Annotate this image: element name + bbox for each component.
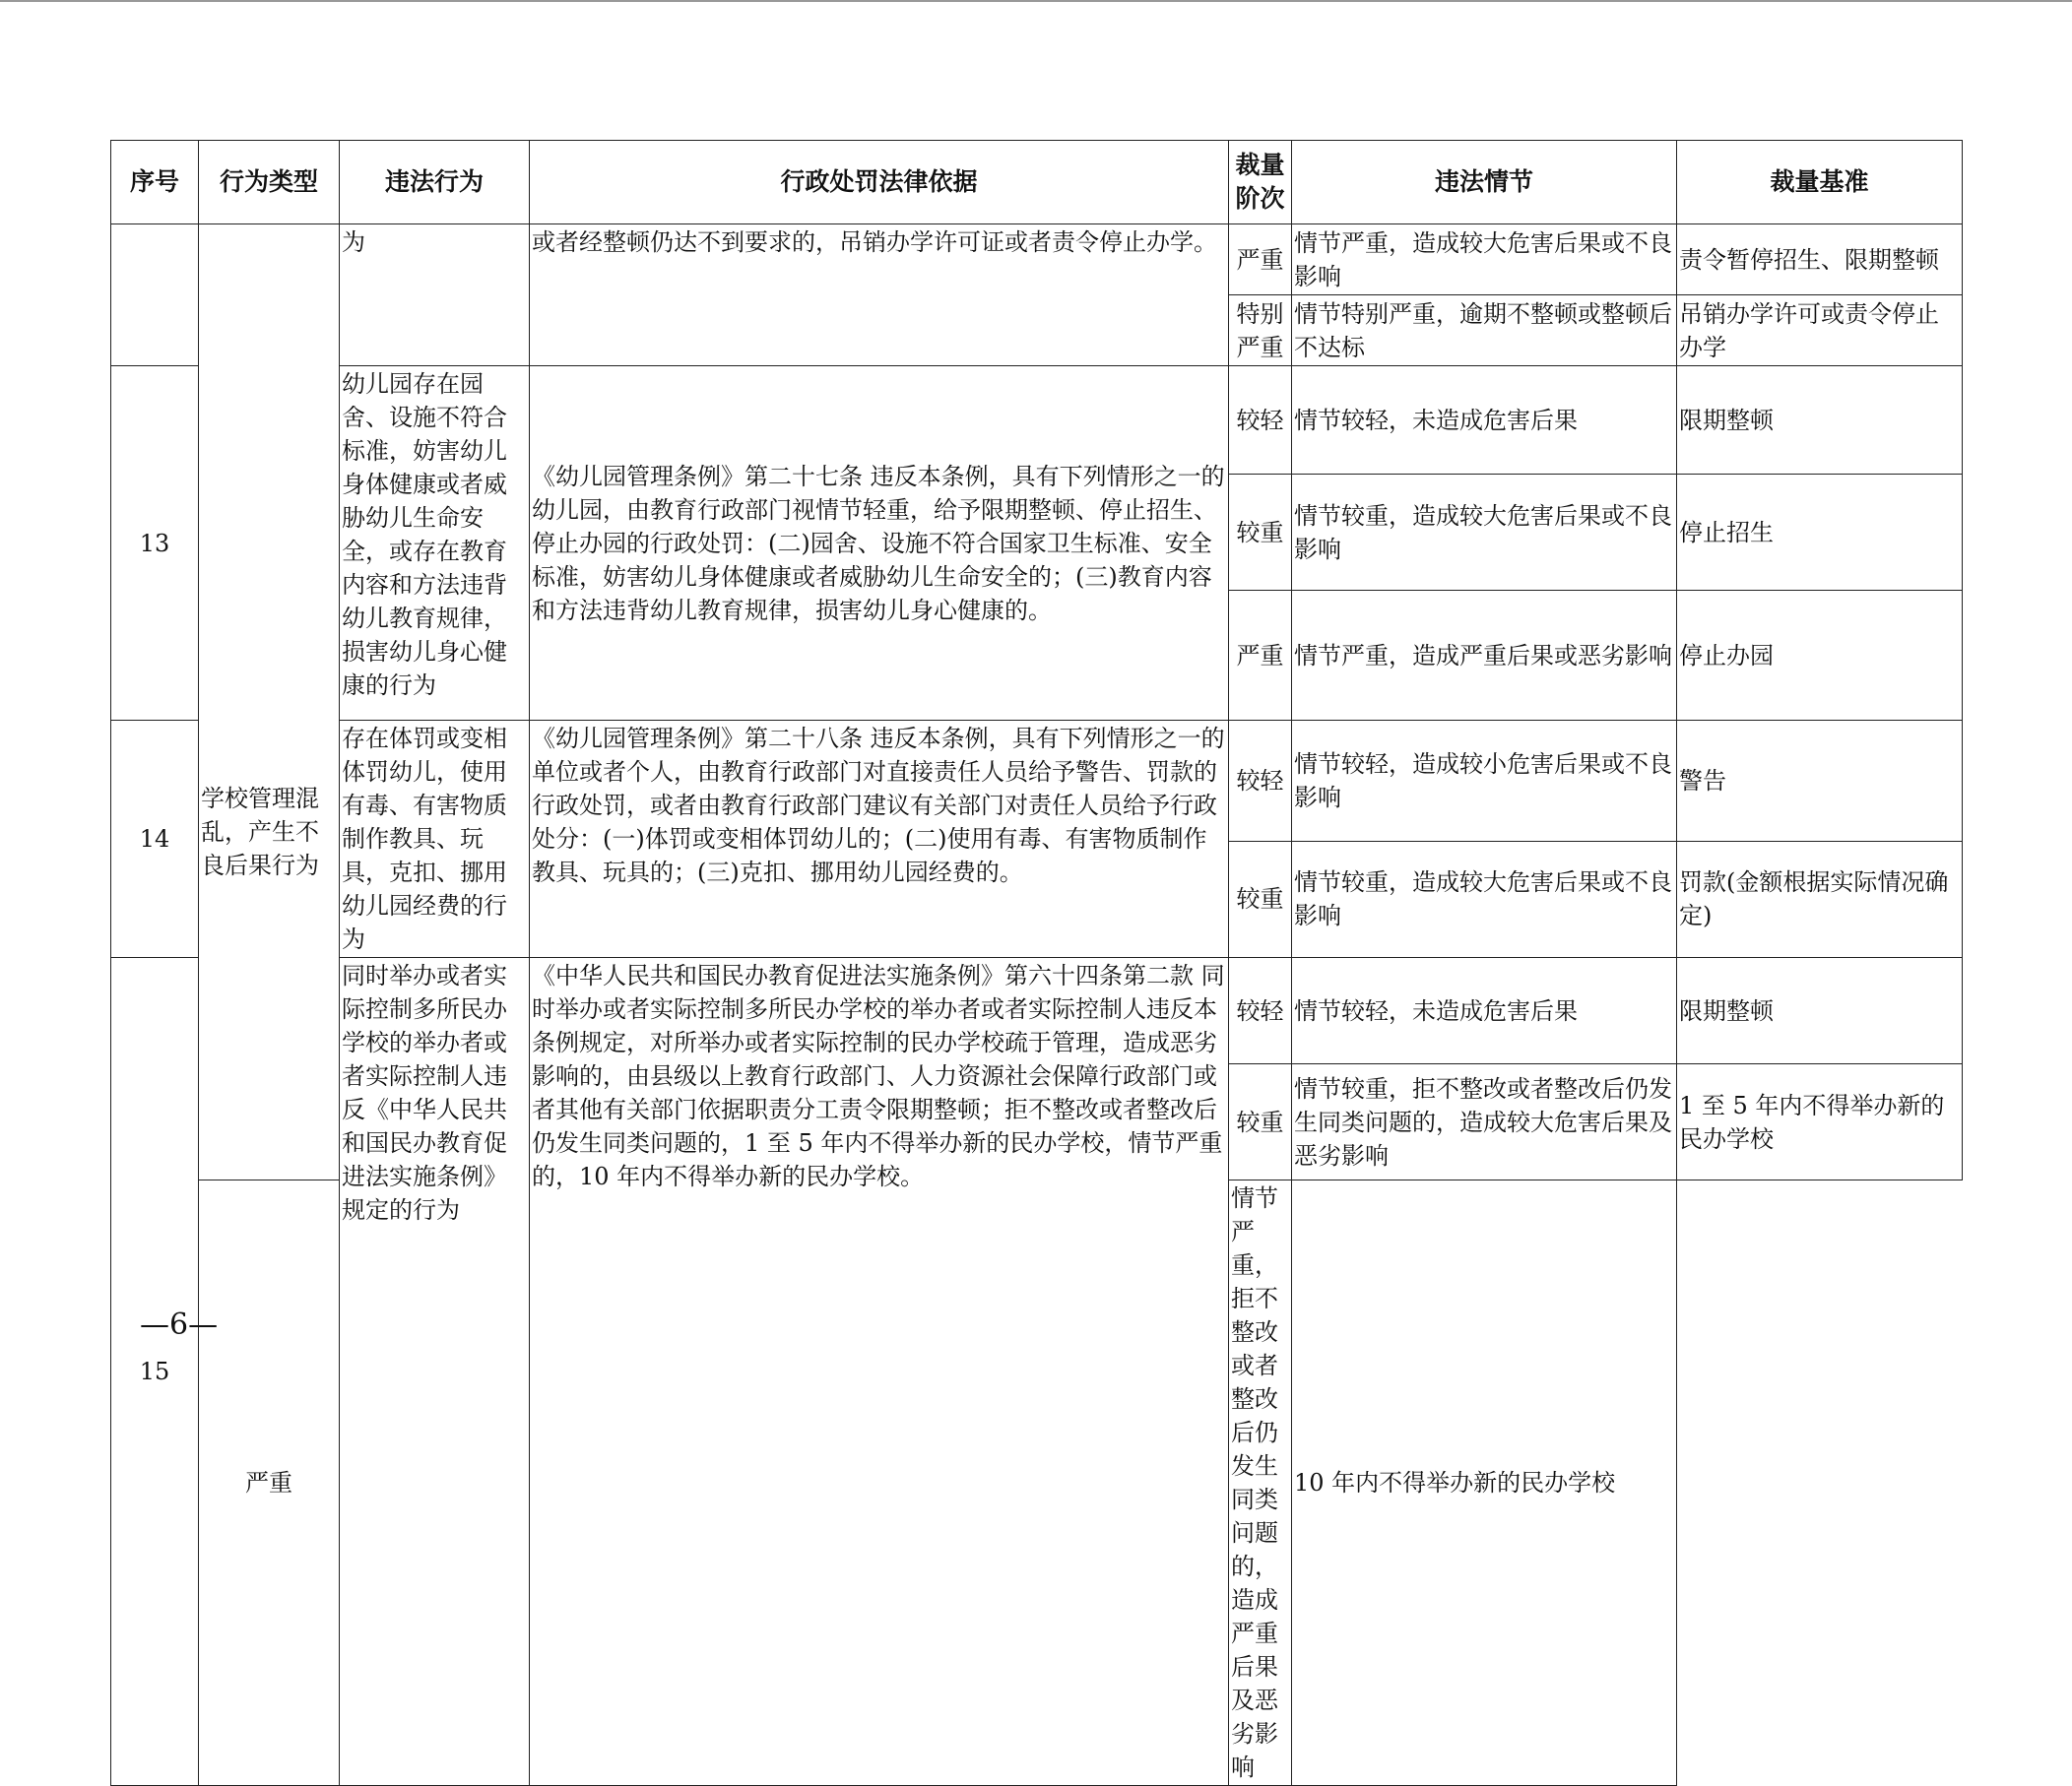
table-row <box>111 366 1963 475</box>
violation-act-cell: 幼儿园存在园舍、设施不符合标准，妨害幼儿身体健康或者威胁幼儿生命安全，或存在教育内容和方法违背幼儿教育规律，损害幼儿身心健康的行为 <box>340 366 530 721</box>
header-no: 序号 <box>111 141 199 224</box>
standard-cell: 停止办园 <box>1677 591 1963 721</box>
level-cell: 严重 <box>1229 224 1292 295</box>
standard-cell: 1 至 5 年内不得举办新的民办学校 <box>1677 1064 1963 1180</box>
circumstance-cell: 情节严重，造成严重后果或恶劣影响 <box>1292 591 1677 721</box>
level-cell: 较轻 <box>1229 721 1292 842</box>
row-number: 13 <box>111 366 199 721</box>
circumstance-cell: 情节特别严重，逾期不整顿或整顿后不达标 <box>1292 295 1677 366</box>
standard-cell: 限期整顿 <box>1677 958 1963 1064</box>
violation-act-cell: 存在体罚或变相体罚幼儿，使用有毒、有害物质制作教具、玩具，克扣、挪用幼儿园经费的行为 <box>340 721 530 958</box>
level-cell: 特别严重 <box>1229 295 1292 366</box>
level-cell: 较轻 <box>1229 366 1292 475</box>
header-standard: 裁量基准 <box>1677 141 1963 224</box>
header-row <box>111 141 1963 224</box>
standard-cell: 吊销办学许可或责令停止办学 <box>1677 295 1963 366</box>
circumstance-cell: 情节较重，造成较大危害后果或不良影响 <box>1292 475 1677 591</box>
legal-basis-cell: 《幼儿园管理条例》第二十八条 违反本条例，具有下列情形之一的单位或者个人，由教育行政部门对直接责任人员给予警告、罚款的行政处罚，或者由教育行政部门建议有关部门对责任人员给予行政处分：(一)体罚或变相体罚幼儿的；(二)使用有毒、有害物质制作教具、玩具的；(三)克扣、挪用幼儿园经费的。 <box>530 721 1229 958</box>
cont-no-cell <box>111 224 199 366</box>
level-cell: 严重 <box>1229 591 1292 721</box>
circumstance-cell: 情节较轻，未造成危害后果 <box>1292 958 1677 1064</box>
level-cell: 较轻 <box>1229 958 1292 1064</box>
standard-cell: 限期整顿 <box>1677 366 1963 475</box>
circumstance-cell: 情节较轻，造成较小危害后果或不良影响 <box>1292 721 1677 842</box>
level-cell: 较重 <box>1229 841 1292 957</box>
level-cell: 严重 <box>199 1180 340 1786</box>
header-circumstance: 违法情节 <box>1292 141 1677 224</box>
table-row <box>111 224 1963 295</box>
header-level: 裁量阶次 <box>1229 141 1292 224</box>
cont-basis-cell: 或者经整顿仍达不到要求的，吊销办学许可证或者责令停止办学。 <box>530 224 1229 366</box>
circumstance-cell: 情节较重，造成较大危害后果或不良影响 <box>1292 841 1677 957</box>
table-row <box>111 958 1963 1064</box>
page-number: —6— <box>140 1308 219 1342</box>
circumstance-cell: 情节较重，拒不整改或者整改后仍发生同类问题的，造成较大危害后果及恶劣影响 <box>1292 1064 1677 1180</box>
standard-cell: 警告 <box>1677 721 1963 842</box>
level-cell: 较重 <box>1229 475 1292 591</box>
header-act: 违法行为 <box>340 141 530 224</box>
cont-act-cell: 为 <box>340 224 530 366</box>
level-cell: 较重 <box>1229 1064 1292 1180</box>
row-number: 14 <box>111 721 199 958</box>
violation-act-cell: 同时举办或者实际控制多所民办学校的举办者或者实际控制人违反《中华人民共和国民办教育促进法实施条例》规定的行为 <box>340 958 530 1786</box>
penalty-discretion-table <box>110 140 1963 1786</box>
behavior-type-cell: 学校管理混乱，产生不良后果行为 <box>199 224 340 1180</box>
legal-basis-cell: 《中华人民共和国民办教育促进法实施条例》第六十四条第二款 同时举办或者实际控制多所民办学校的举办者或者实际控制人违反本条例规定，对所举办或者实际控制的民办学校疏于管理，造成恶劣影响的，由县级以上教育行政部门、人力资源社会保障行政部门或者其他有关部门依据职责分工责令限期整顿；拒不整改或者整改后仍发生同类问题的，1 至 5 年内不得举办新的民办学校，情节严重的，10 年内不得举办新的民办学校。 <box>530 958 1229 1786</box>
table-row <box>111 721 1963 842</box>
row-number: 15 <box>111 958 199 1786</box>
circumstance-cell: 情节较轻，未造成危害后果 <box>1292 366 1677 475</box>
header-basis: 行政处罚法律依据 <box>530 141 1229 224</box>
header-type: 行为类型 <box>199 141 340 224</box>
top-border-line <box>0 0 2072 2</box>
standard-cell: 10 年内不得举办新的民办学校 <box>1292 1180 1677 1786</box>
circumstance-cell: 情节严重，拒不整改或者整改后仍发生同类问题的，造成严重后果及恶劣影响 <box>1229 1180 1292 1786</box>
standard-cell: 责令暂停招生、限期整顿 <box>1677 224 1963 295</box>
standard-cell: 停止招生 <box>1677 475 1963 591</box>
circumstance-cell: 情节严重，造成较大危害后果或不良影响 <box>1292 224 1677 295</box>
standard-cell: 罚款(金额根据实际情况确定) <box>1677 841 1963 957</box>
legal-basis-cell: 《幼儿园管理条例》第二十七条 违反本条例，具有下列情形之一的幼儿园，由教育行政部门视情节轻重，给予限期整顿、停止招生、停止办园的行政处罚：(二)园舍、设施不符合国家卫生标准、安全标准，妨害幼儿身体健康或者威胁幼儿生命安全的；(三)教育内容和方法违背幼儿教育规律，损害幼儿身心健康的。 <box>530 366 1229 721</box>
